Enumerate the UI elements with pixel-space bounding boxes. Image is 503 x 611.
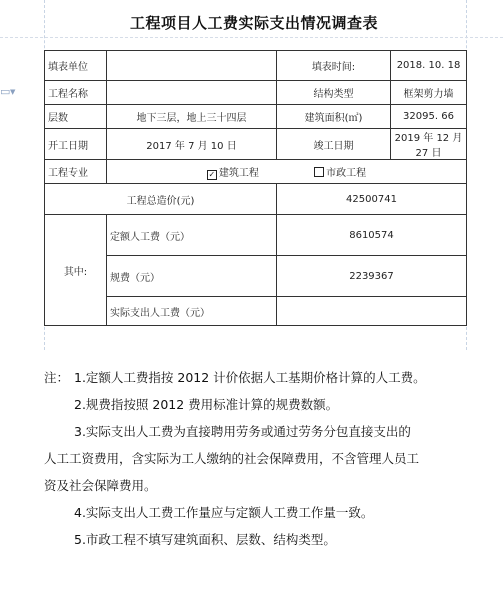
document-title: 工程项目人工费实际支出情况调查表 [129, 14, 378, 32]
fill-unit-label: 填表单位 [45, 51, 107, 81]
row-actual-labor [45, 297, 467, 326]
total-cost-field[interactable]: 42500741 [277, 184, 467, 215]
row-fees [45, 256, 467, 297]
project-name-label: 工程名称 [45, 81, 107, 105]
actual-labor-field[interactable] [277, 297, 467, 326]
row-specialty [45, 160, 467, 184]
structure-field[interactable]: 框架剪力墙 [391, 81, 467, 105]
note-1-text: 1.定额人工费指按 2012 计价依据人工基期价格计算的人工费。 [74, 370, 426, 385]
area-label: 建筑面积(㎡) [277, 105, 391, 129]
project-name-field[interactable] [107, 81, 277, 105]
row-floors [45, 105, 467, 129]
note-4: 4.实际支出人工费工作量应与定额人工费工作量一致。 [74, 505, 374, 520]
row-fill-unit [45, 51, 467, 81]
margin-guide-top [0, 37, 503, 38]
start-date-label: 开工日期 [45, 129, 107, 160]
option-building[interactable] [207, 168, 259, 179]
note-3-line-3: 资及社会保障费用。 [44, 478, 157, 493]
quota-labor-label: 定额人工费（元） [107, 215, 277, 256]
page-doc-icon[interactable]: ▭ [0, 85, 11, 98]
finish-date-field[interactable]: 2019 年 12 月 27 日 [391, 129, 467, 160]
row-quota-labor [45, 215, 467, 256]
note-2: 2.规费指按照 2012 费用标准计算的规费数额。 [74, 397, 339, 412]
note-5: 5.市政工程不填写建筑面积、层数、结构类型。 [74, 532, 336, 547]
floors-field[interactable]: 地下三层，地上三十四层 [107, 105, 277, 129]
fill-time-field[interactable]: 2018. 10. 18 [391, 51, 467, 81]
actual-labor-label: 实际支出人工费（元） [107, 297, 277, 326]
fill-time-label: 填表时间: [277, 51, 391, 81]
total-cost-label: 工程总造价(元) [45, 184, 277, 215]
option-building-label: 建筑工程 [218, 167, 259, 179]
row-total-cost [45, 184, 467, 215]
checkbox-checked-icon[interactable]: ✓ [208, 169, 216, 179]
notes-section [44, 364, 474, 553]
checkbox-empty-icon[interactable] [314, 167, 324, 177]
area-field[interactable]: 32095. 66 [391, 105, 467, 129]
survey-form-table [44, 50, 467, 326]
chevron-down-icon[interactable]: ▼ [10, 88, 16, 96]
fees-field[interactable]: 2239367 [277, 256, 467, 297]
option-municipal[interactable] [314, 168, 366, 179]
note-3-line-2: 人工工资费用，含实际为工人缴纳的社会保障费用，不含管理人员工 [44, 451, 420, 466]
row-dates [45, 129, 467, 160]
row-project-name [45, 81, 467, 105]
floors-label: 层数 [45, 105, 107, 129]
note-1 [44, 364, 474, 391]
fill-unit-field[interactable] [107, 51, 277, 81]
specialty-label: 工程专业 [45, 160, 107, 184]
note-3-line-1: 3.实际支出人工费为直接聘用劳务或通过劳务分包直接支出的 [74, 424, 411, 439]
structure-label: 结构类型 [277, 81, 391, 105]
start-date-field[interactable]: 2017 年 7 月 10 日 [107, 129, 277, 160]
notes-prefix: 注： [44, 370, 70, 385]
finish-date-label: 竣工日期 [277, 129, 391, 160]
fees-label: 规费（元） [107, 256, 277, 297]
among-label: 其中: [45, 215, 107, 326]
quota-labor-field[interactable]: 8610574 [277, 215, 467, 256]
option-municipal-label: 市政工程 [326, 167, 367, 179]
specialty-options [107, 160, 467, 184]
